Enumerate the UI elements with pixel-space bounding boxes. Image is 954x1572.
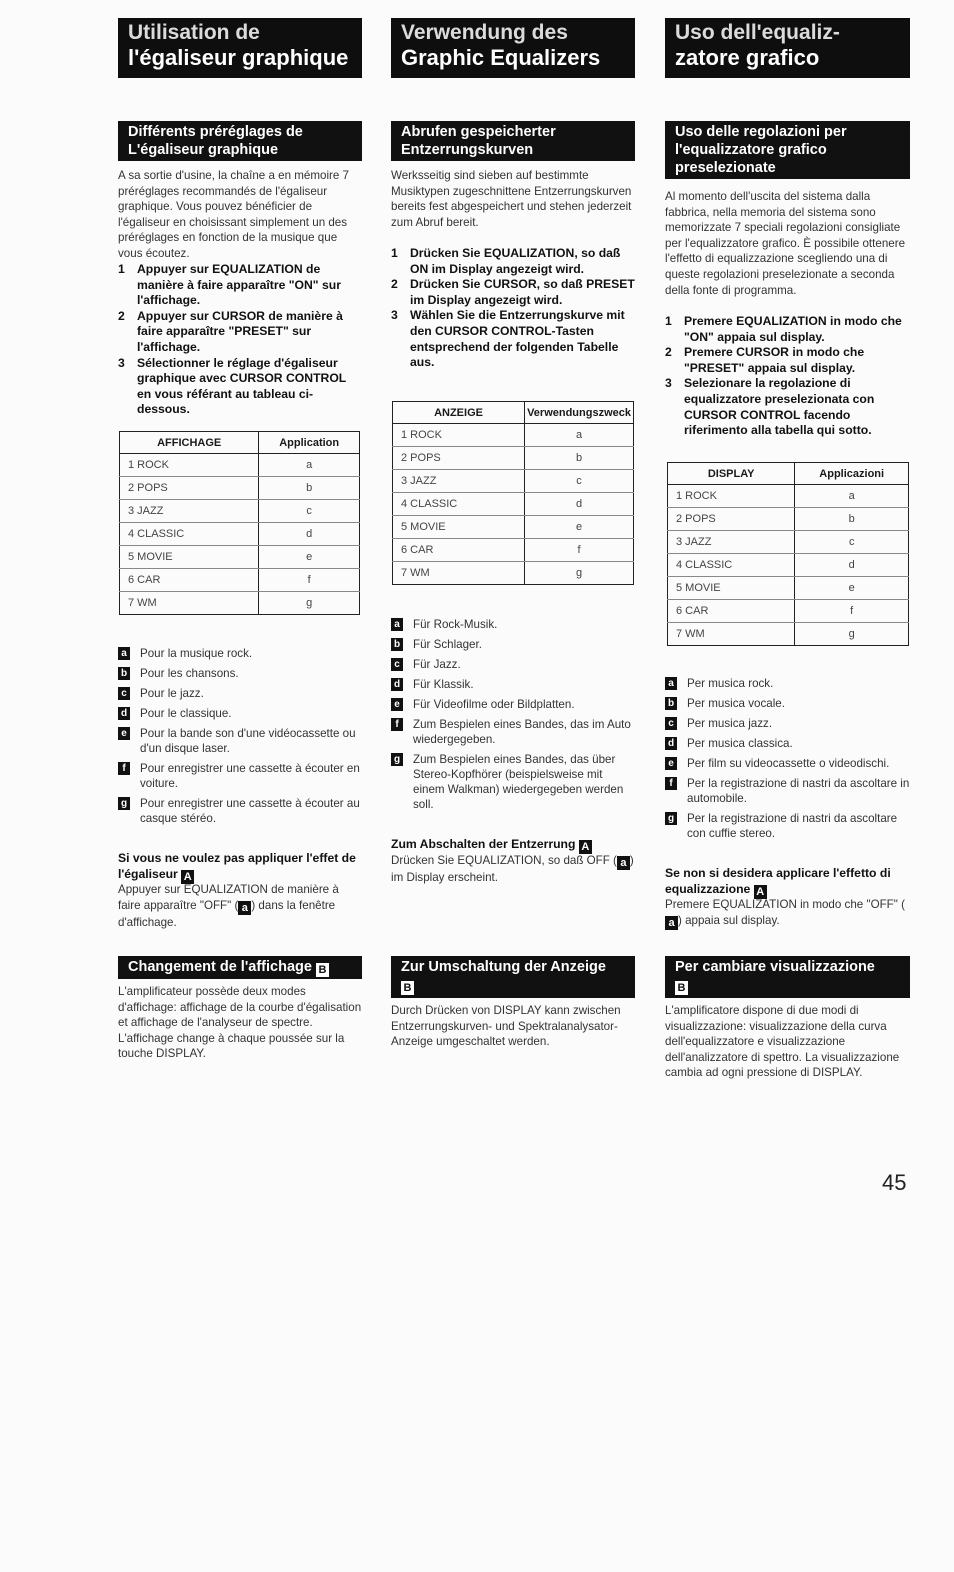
off-paragraph: Premere EQUALIZATION in modo che "OFF" (a ) appaia sul display. bbox=[665, 898, 905, 929]
table-row: 6 CAR f bbox=[120, 569, 360, 592]
legend-item: f Zum Bespielen eines Bandes, das im Auto wiedergegeben. bbox=[391, 717, 635, 747]
table-row: 7 WM g bbox=[120, 592, 360, 615]
legend-item: e Für Videofilme oder Bildplatten. bbox=[391, 697, 635, 712]
table-row: 3 JAZZ c bbox=[668, 531, 909, 554]
table-header: DISPLAY bbox=[668, 463, 795, 485]
table-header: Application bbox=[259, 432, 360, 454]
page-title bbox=[118, 18, 362, 78]
display-paragraph: Durch Drücken von DISPLAY kann zwischen Entzerrungskurven- und Spektralanalysator-Anzeige umgeschaltet werden. bbox=[391, 1004, 621, 1049]
table-row: 3 JAZZ c bbox=[120, 500, 360, 523]
letter-badge: g bbox=[391, 753, 403, 766]
page-number: 45 bbox=[882, 1170, 907, 1195]
legend-item: g Per la registrazione di nastri da ascoltare con cuffie stereo. bbox=[665, 811, 910, 841]
letter-badge: c bbox=[118, 687, 130, 700]
letter-badge: e bbox=[665, 757, 677, 770]
table-row: 4 CLASSIC d bbox=[120, 523, 360, 546]
preset-table bbox=[392, 401, 634, 585]
intro-paragraph: Al momento dell'uscita del sistema dalla fabbrica, nella memoria del sistema sono memorizzate 7 speciali regolazioni consigliate per l'equalizzatore grafico. È possibile ottenere l'effetto di equalizzazione scegliendo una di queste regolazioni preselezionate a seconda della fonte di programma. bbox=[665, 190, 906, 297]
title-line-1: Utilisation de bbox=[128, 21, 260, 44]
section-heading: Différents préréglages de L'égaliseur graphique bbox=[118, 121, 362, 161]
letter-badge: a bbox=[617, 856, 630, 870]
steps-list bbox=[118, 262, 362, 418]
table-header: Applicazioni bbox=[795, 463, 909, 485]
table-row: 7 WM g bbox=[668, 623, 909, 646]
table-row: 6 CAR f bbox=[393, 539, 634, 562]
legend-item: a Per musica rock. bbox=[665, 676, 910, 691]
legend-list bbox=[118, 646, 362, 831]
legend-item: d Pour le classique. bbox=[118, 706, 362, 721]
letter-badge: b bbox=[118, 667, 130, 680]
letter-badge: B bbox=[316, 963, 329, 977]
legend-item: e Pour la bande son d'une vidéocassette ou d'un disque laser. bbox=[118, 726, 362, 756]
display-paragraph: L'amplificateur possède deux modes d'affichage: affichage de la courbe d'égalisation et affichage de l'analyseur de spectre. L'affichage change à chaque poussée sur la touche DISPLAY. bbox=[118, 985, 362, 1061]
table-row: 2 POPS b bbox=[120, 477, 360, 500]
letter-badge: A bbox=[754, 885, 767, 899]
off-subheading: Se non si desidera applicare l'effetto di equalizzazione A bbox=[665, 866, 891, 898]
off-subheading: Si vous ne voulez pas appliquer l'effet de l'égaliseur A bbox=[118, 851, 356, 883]
letter-badge: B bbox=[675, 981, 688, 995]
table-row: 6 CAR f bbox=[668, 600, 909, 623]
step-item: 1 Drücken Sie EQUALIZATION, so daß ON im Display angezeigt wird. bbox=[391, 246, 621, 276]
legend-item: e Per film su videocassette o videodischi. bbox=[665, 756, 910, 771]
off-paragraph: Drücken Sie EQUALIZATION, so daß OFF ( a ) im Display erscheint. bbox=[391, 854, 634, 884]
letter-badge: c bbox=[665, 717, 677, 730]
table-row: 3 JAZZ c bbox=[393, 470, 634, 493]
title-line-1: Uso dell'equaliz- bbox=[675, 21, 840, 44]
table-row: 1 ROCK a bbox=[120, 454, 360, 477]
off-paragraph: Appuyer sur EQUALIZATION de manière à faire apparaître "OFF" ( a ) dans la fenêtre d'affichage. bbox=[118, 883, 339, 929]
table-row: 2 POPS b bbox=[668, 508, 909, 531]
legend-item: b Per musica vocale. bbox=[665, 696, 910, 711]
letter-badge: f bbox=[118, 762, 130, 775]
step-item: 3 Wählen Sie die Entzerrungskurve mit den CURSOR CONTROL-Tasten entsprechend der folgenden Tabelle aus. bbox=[391, 308, 625, 370]
section-heading: Uso delle regolazioni per l'equalizzatore grafico preselezionate bbox=[665, 121, 910, 179]
legend-item: f Per la registrazione di nastri da ascoltare in automobile. bbox=[665, 776, 910, 806]
step-item: 2 Premere CURSOR in modo che "PRESET" appaia sul display. bbox=[665, 345, 865, 375]
step-item: 2 Drücken Sie CURSOR, so daß PRESET im Display angezeigt wird. bbox=[391, 277, 635, 307]
letter-badge: d bbox=[391, 678, 403, 691]
legend-item: c Pour le jazz. bbox=[118, 686, 362, 701]
table-row: 5 MOVIE e bbox=[393, 516, 634, 539]
table-row: 5 MOVIE e bbox=[120, 546, 360, 569]
legend-item: c Per musica jazz. bbox=[665, 716, 910, 731]
legend-item: d Per musica classica. bbox=[665, 736, 910, 751]
table-header: ANZEIGE bbox=[393, 402, 525, 424]
letter-badge: e bbox=[118, 727, 130, 740]
legend-item: c Für Jazz. bbox=[391, 657, 635, 672]
legend-item: d Für Klassik. bbox=[391, 677, 635, 692]
title-line-2: Graphic Equalizers bbox=[401, 45, 601, 70]
letter-badge: B bbox=[401, 981, 414, 995]
legend-item: g Pour enregistrer une cassette à écouter au casque stéréo. bbox=[118, 796, 362, 826]
title-line-1: Verwendung des bbox=[401, 21, 568, 44]
table-row: 7 WM g bbox=[393, 562, 634, 585]
section-heading: Zur Umschaltung der Anzeige B bbox=[391, 956, 635, 998]
letter-badge: e bbox=[391, 698, 403, 711]
title-line-2: zatore grafico bbox=[675, 45, 820, 70]
step-item: 3 Sélectionner le réglage d'égaliseur graphique avec CURSOR CONTROL en vous référant au tableau ci-dessous. bbox=[118, 355, 347, 417]
table-row: 1 ROCK a bbox=[668, 485, 909, 508]
title-line-2: l'égaliseur graphique bbox=[128, 45, 349, 70]
letter-badge: g bbox=[118, 797, 130, 810]
display-paragraph: L'amplificatore dispone di due modi di visualizzazione: visualizzazione della curva dell'equalizzatore e visualizzazione dell'analizzatore di spettro. La visualizzazione cambia ad ogni pressione di DISPLAY. bbox=[665, 1004, 900, 1080]
legend-item: b Pour les chansons. bbox=[118, 666, 362, 681]
off-subheading: Zum Abschalten der Entzerrung A bbox=[391, 837, 635, 854]
letter-badge: b bbox=[391, 638, 403, 651]
letter-badge: g bbox=[665, 812, 677, 825]
letter-badge: d bbox=[118, 707, 130, 720]
intro-paragraph: A sa sortie d'usine, la chaîne a en mémoire 7 préréglages recommandés de l'égaliseur graphique. Vous pouvez bénéficier de l'égaliseur en choisissant simplement un des préréglages en fonction de la musique que vous écoutez. bbox=[118, 169, 349, 260]
section-heading: Per cambiare visualizzazione B bbox=[665, 956, 910, 998]
letter-badge: f bbox=[391, 718, 403, 731]
legend-item: a Für Rock-Musik. bbox=[391, 617, 635, 632]
table-header: Verwendungszweck bbox=[525, 402, 634, 424]
letter-badge: A bbox=[579, 840, 592, 854]
letter-badge: a bbox=[665, 916, 678, 930]
table-row: 2 POPS b bbox=[393, 447, 634, 470]
section-heading: Abrufen gespeicherter Entzerrungskurven bbox=[391, 121, 635, 161]
letter-badge: c bbox=[391, 658, 403, 671]
step-item: 1 Appuyer sur EQUALIZATION de manière à faire apparaître "ON" sur l'affichage. bbox=[118, 262, 341, 308]
letter-badge: A bbox=[181, 870, 194, 884]
preset-table bbox=[119, 431, 360, 615]
page-title bbox=[665, 18, 910, 78]
steps-list bbox=[391, 246, 635, 371]
legend-item: b Für Schlager. bbox=[391, 637, 635, 652]
table-row: 5 MOVIE e bbox=[668, 577, 909, 600]
preset-table bbox=[667, 462, 909, 646]
steps-list bbox=[665, 314, 910, 439]
step-item: 3 Selezionare la regolazione di equalizzatore preselezionata con CURSOR CONTROL facendo riferimento alla tabella qui sotto. bbox=[665, 376, 875, 438]
letter-badge: a bbox=[391, 618, 403, 631]
step-item: 1 Premere EQUALIZATION in modo che "ON" appaia sul display. bbox=[665, 314, 902, 344]
legend-item: g Zum Bespielen eines Bandes, das über Stereo-Kopfhörer (beispielsweise mit einem Walkman) wiedergegeben werden soll. bbox=[391, 752, 635, 812]
step-item: 2 Appuyer sur CURSOR de manière à faire apparaître "PRESET" sur l'affichage. bbox=[118, 308, 343, 354]
intro-paragraph: Werksseitig sind sieben auf bestimmte Musiktypen zugeschnittene Entzerrungskurven bereits fest abgespeichert und stehen jederzeit zum Abruf bereit. bbox=[391, 169, 632, 229]
letter-badge: a bbox=[238, 901, 251, 915]
letter-badge: f bbox=[665, 777, 677, 790]
letter-badge: a bbox=[118, 647, 130, 660]
table-row: 4 CLASSIC d bbox=[393, 493, 634, 516]
table-row: 4 CLASSIC d bbox=[668, 554, 909, 577]
legend-list bbox=[665, 676, 910, 846]
legend-list bbox=[391, 617, 635, 817]
letter-badge: d bbox=[665, 737, 677, 750]
table-header: AFFICHAGE bbox=[120, 432, 259, 454]
page-title bbox=[391, 18, 635, 78]
table-row: 1 ROCK a bbox=[393, 424, 634, 447]
legend-item: f Pour enregistrer une cassette à écouter en voiture. bbox=[118, 761, 362, 791]
section-heading: Changement de l'affichage B bbox=[118, 956, 362, 979]
letter-badge: b bbox=[665, 697, 677, 710]
legend-item: a Pour la musique rock. bbox=[118, 646, 362, 661]
letter-badge: a bbox=[665, 677, 677, 690]
